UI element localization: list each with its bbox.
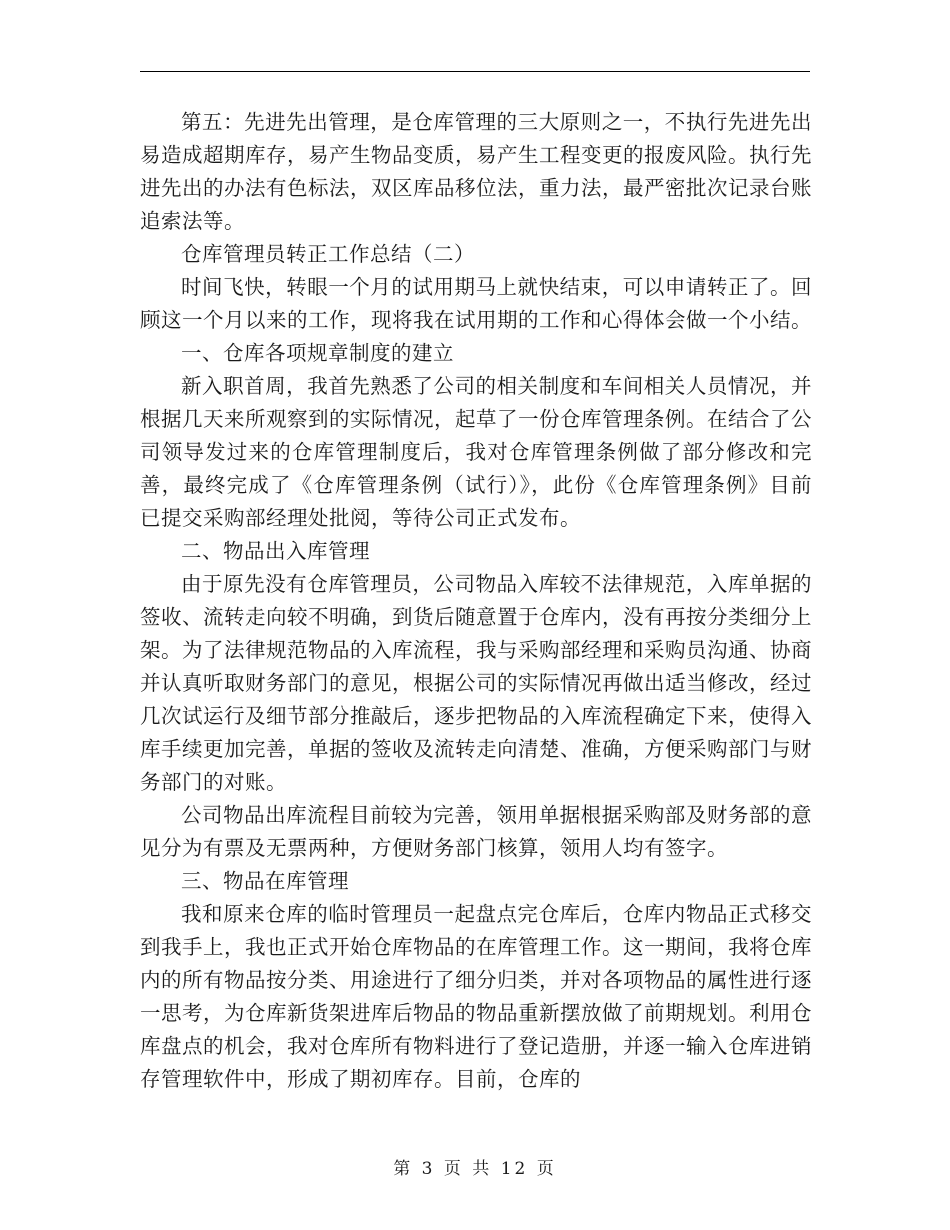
document-body [140, 106, 812, 1096]
paragraph-fifth-principle: 第五：先进先出管理，是仓库管理的三大原则之一，不执行先进先出易造成超期库存，易产生物品变质，易产生工程变更的报废风险。执行先进先出的办法有色标法，双区库品移位法，重力法，最严密批次记录台账追索法等。 [140, 110, 812, 233]
paragraph-in-stock: 我和原来仓库的临时管理员一起盘点完仓库后，仓库内物品正式移交到我手上，我也正式开始仓库物品的在库管理工作。这一期间，我将仓库内的所有物品按分类、用途进行了细分归类，并对各项物品的属性进行逐一思考，为仓库新货架进库后物品的物品重新摆放做了前期规划。利用仓库盘点的机会，我对仓库所有物料进行了登记造册，并逐一输入仓库进销存管理软件中，形成了期初库存。目前，仓库的 [140, 902, 812, 1091]
section-title: 仓库管理员转正工作总结（二） [181, 242, 475, 266]
paragraph-intro: 时间飞快，转眼一个月的试用期马上就快结束，可以申请转正了。回顾这一个月以来的工作，现将我在试用期的工作和心得体会做一个小结。 [140, 275, 812, 332]
paragraph-rules: 新入职首周，我首先熟悉了公司的相关制度和车间相关人员情况，并根据几天来所观察到的实际情况，起草了一份仓库管理条例。在结合了公司领导发过来的仓库管理制度后，我对仓库管理条例做了部分修改和完善，最终完成了《仓库管理条例（试行）》，此份《仓库管理条例》目前已提交采购部经理处批阅，等待公司正式发布。 [140, 374, 812, 530]
paragraph-outbound: 公司物品出库流程目前较为完善，领用单据根据采购部及财务部的意见分为有票及无票两种，方便财务部门核算，领用人均有签字。 [140, 803, 812, 860]
header-rule [140, 71, 810, 72]
heading-rules: 一、仓库各项规章制度的建立 [181, 341, 454, 365]
paragraph-inbound: 由于原先没有仓库管理员，公司物品入库较不法律规范，入库单据的签收、流转走向较不明确，到货后随意置于仓库内，没有再按分类细分上架。为了法律规范物品的入库流程，我与采购部经理和采购员沟通、协商并认真听取财务部门的意见，根据公司的实际情况再做出适当修改，经过几次试运行及细节部分推敲后，逐步把物品的入库流程确定下来，使得入库手续更加完善，单据的签收及流转走向清楚、准确，方便采购部门与财务部门的对账。 [140, 572, 812, 794]
heading-inbound-outbound: 二、物品出入库管理 [181, 539, 370, 563]
heading-in-stock: 三、物品在库管理 [181, 869, 349, 893]
page-number-footer: 第 3 页 共 12 页 [393, 1159, 557, 1179]
